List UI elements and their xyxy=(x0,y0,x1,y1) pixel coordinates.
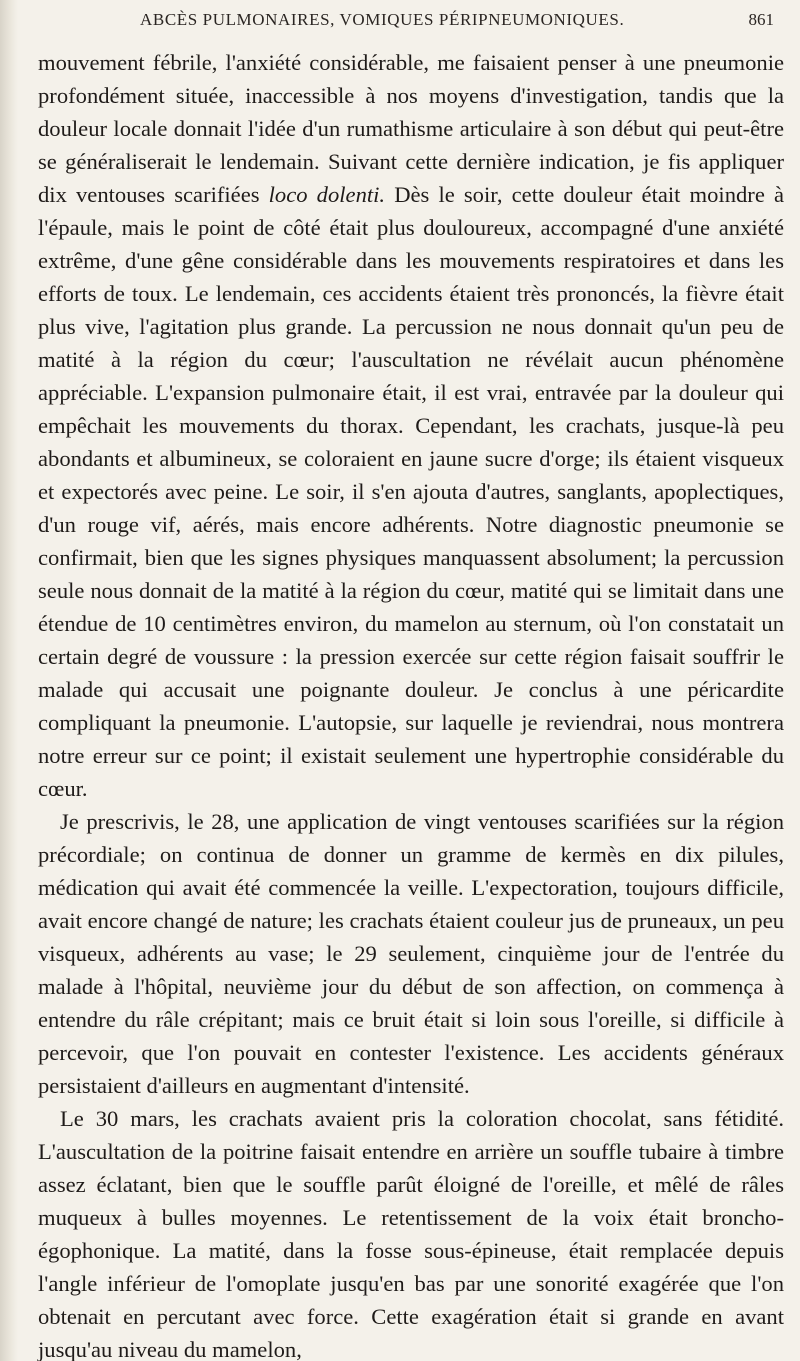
paragraph-2: Je prescrivis, le 28, une application de vingt ventouses scarifiées sur la région précordiale; on continua de donner un gramme de kermès en dix pilules, médication qui avait été commencée la veille. L'expectoration, toujours difficile, avait encore changé de nature; les crachats étaient couleur jus de pruneaux, un peu visqueux, adhérents au vase; le 29 seulement, cinquième jour de l'entrée du malade à l'hôpital, neuvième jour du début de son affection, on commença à entendre du râle crépitant; mais ce bruit était si loin sous l'oreille, si difficile à percevoir, que l'on pouvait en contester l'existence. Les accidents généraux persistaient d'ailleurs en augmentant d'intensité. xyxy=(38,809,784,1098)
italic-phrase: loco dolenti. xyxy=(268,182,386,207)
paragraph-1-part-a: mouvement fébrile, l'anxiété considérable, me faisaient penser à une pneumonie profondément située, inaccessible à nos moyens d'investigation, tandis que la douleur locale donnait l'idée d'un rumathisme articulaire à son début qui peut-être se généraliserait le lendemain. Suivant cette dernière indication, je fis appliquer dix ventouses scarifiées xyxy=(38,50,784,207)
paragraph-3: Le 30 mars, les crachats avaient pris la coloration chocolat, sans fétidité. L'auscultation de la poitrine faisait entendre en arrière un souffle tubaire à timbre assez éclatant, bien que le souffle parût éloigné de l'oreille, et mêlé de râles muqueux à bulles moyennes. Le retentissement de la voix était broncho-égophonique. La matité, dans la fosse sous-épineuse, était remplacée depuis l'angle inférieur de l'omoplate jusqu'en bas par une sonorité exagérée que l'on obtenait en percutant avec force. Cette exagération était si grande en avant jusqu'au niveau du mamelon, xyxy=(38,1106,784,1361)
page-number: 861 xyxy=(748,10,774,29)
body-text xyxy=(38,46,784,1361)
paragraph-1-part-b: Dès le soir, cette douleur était moindre à l'épaule, mais le point de côté était plus douloureux, accompagné d'une anxiété extrême, d'une gêne considérable dans les mouvements respiratoires et dans les efforts de toux. Le lendemain, ces accidents étaient très prononcés, la fièvre était plus vive, l'agitation plus grande. La percussion ne nous donnait qu'un peu de matité à la région du cœur; l'auscultation ne révélait aucun phénomène appréciable. L'expansion pulmonaire était, il est vrai, entravée par la douleur qui empêchait les mouvements du thorax. Cependant, les crachats, jusque-là peu abondants et albumineux, se coloraient en jaune sucre d'orge; ils étaient visqueux et expectorés avec peine. Le soir, il s'en ajouta d'autres, sanglants, apoplectiques, d'un rouge vif, aérés, mais encore adhérents. Notre diagnostic pneumonie se confirmait, bien que les signes physiques manquassent absolument; la percussion seule nous donnait de la matité à la région du cœur, matité qui se limitait dans une étendue de 10 centimètres environ, du mamelon au sternum, où l'on constatait un certain degré de voussure : la pression exercée sur cette région faisait souffrir le malade qui accusait une poignante douleur. Je conclus à une péricardite compliquant la pneumonie. L'autopsie, sur laquelle je reviendrai, nous montrera notre erreur sur ce point; il existait seulement une hypertrophie considérable du cœur. xyxy=(38,182,784,801)
binding-gutter xyxy=(0,0,18,1361)
running-head: ABCÈS PULMONAIRES, VOMIQUES PÉRIPNEUMONIQUES. xyxy=(140,10,625,29)
page-header xyxy=(38,6,780,38)
paragraph-1 xyxy=(38,46,784,805)
